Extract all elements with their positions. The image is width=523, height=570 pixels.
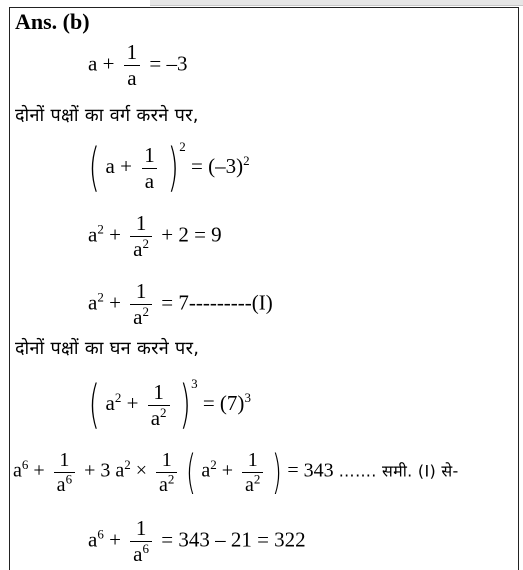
fraction-1-over-a-squared [148, 379, 170, 430]
plus-sign: + [221, 459, 234, 482]
eq1-rhs: = –3 [149, 51, 188, 76]
fraction-numerator: 1 [161, 448, 172, 471]
fraction-denominator: a [142, 168, 157, 192]
equation-7 [88, 518, 306, 565]
fraction-numerator: 1 [135, 516, 147, 540]
plus-sign: + [109, 290, 121, 315]
fraction-1-over-a-six [130, 518, 152, 565]
exponent: 2 [114, 389, 122, 405]
eq2-rhs: = (–3) [191, 153, 244, 178]
fraction-denominator: $a^2$ [130, 236, 152, 260]
eq6-rhs: = 343 [287, 459, 334, 482]
fraction-denominator: a [124, 65, 139, 89]
plus-sign: + [33, 459, 45, 482]
equation-2 [88, 138, 250, 198]
equation-3 [88, 213, 222, 260]
fraction-denominator: $a^2$ [130, 304, 152, 328]
exponent: 2 [97, 289, 104, 305]
fraction-numerator: 1 [144, 142, 155, 167]
exponent: 2 [210, 456, 217, 472]
equation-reference: ……. समी. (I) से- [338, 461, 459, 481]
fraction-denominator: $a^6$ [54, 472, 75, 495]
plus-sign: + [126, 390, 139, 415]
term-a: a [105, 390, 115, 415]
text-cube-step: दोनों पक्षों का घन करने पर, [15, 338, 200, 359]
fraction-1-over-a-squared [130, 281, 152, 328]
term-a: a [88, 222, 98, 247]
fraction-denominator: $a^2$ [156, 472, 177, 495]
exponent: 2 [97, 221, 104, 237]
eq6-mid: + 3 a [84, 459, 125, 482]
term-a: a [105, 153, 115, 178]
fraction-denominator: $a^2$ [242, 472, 263, 495]
right-paren: ) [167, 138, 179, 198]
times-sign: × [135, 459, 147, 482]
term-a: a [88, 527, 98, 552]
answer-label: Ans. (b) [15, 9, 90, 34]
eq5-rhs: = (7) [202, 390, 245, 415]
eq1-lhs: a + [88, 51, 115, 76]
exponent: 2 [179, 138, 186, 154]
fraction-1-over-a-squared [242, 450, 263, 495]
fraction-numerator: 1 [59, 448, 70, 471]
text-square-step: दोनों पक्षों का वर्ग करने पर, [15, 105, 199, 126]
equation-5 [88, 375, 251, 435]
left-paren: ( [88, 138, 100, 198]
exponent: 6 [97, 526, 104, 542]
exponent: 2 [243, 152, 250, 168]
fraction-numerator: 1 [126, 40, 138, 64]
fraction-numerator: 1 [247, 448, 258, 471]
term-a: a [88, 290, 98, 315]
eq3-tail: + 2 = 9 [161, 222, 222, 247]
exponent: 3 [191, 375, 198, 391]
fraction-numerator: 1 [135, 211, 147, 235]
fraction-denominator: $a^6$ [130, 541, 152, 565]
fraction-denominator: $a^2$ [148, 405, 170, 429]
fraction-1-over-a-squared [130, 213, 152, 260]
fraction-1-over-a [124, 42, 141, 89]
left-paren: ( [186, 445, 197, 499]
equation-4 [88, 281, 273, 328]
plus-sign: + [120, 153, 132, 178]
fraction-numerator: 1 [153, 379, 164, 404]
fraction-1-over-a-squared [156, 450, 177, 495]
plus-sign: + [109, 527, 121, 552]
right-paren: ) [179, 375, 191, 435]
fraction-1-over-a [141, 142, 158, 193]
eq4-tail: = 7---------(I) [161, 290, 273, 315]
top-toolbar-strip [150, 0, 523, 6]
fraction-1-over-a-six [54, 450, 75, 495]
equation-1 [88, 42, 188, 89]
term-a: a [201, 459, 211, 482]
right-paren: ) [272, 445, 283, 499]
eq7-rhs: = 343 – 21 = 322 [161, 527, 306, 552]
exponent: 6 [21, 456, 29, 472]
term-a: a [13, 459, 22, 482]
left-paren: ( [88, 375, 100, 435]
exponent: 3 [244, 389, 251, 405]
fraction-numerator: 1 [135, 279, 147, 303]
exponent: 2 [124, 456, 131, 472]
plus-sign: + [109, 222, 121, 247]
equation-6 [13, 445, 459, 499]
